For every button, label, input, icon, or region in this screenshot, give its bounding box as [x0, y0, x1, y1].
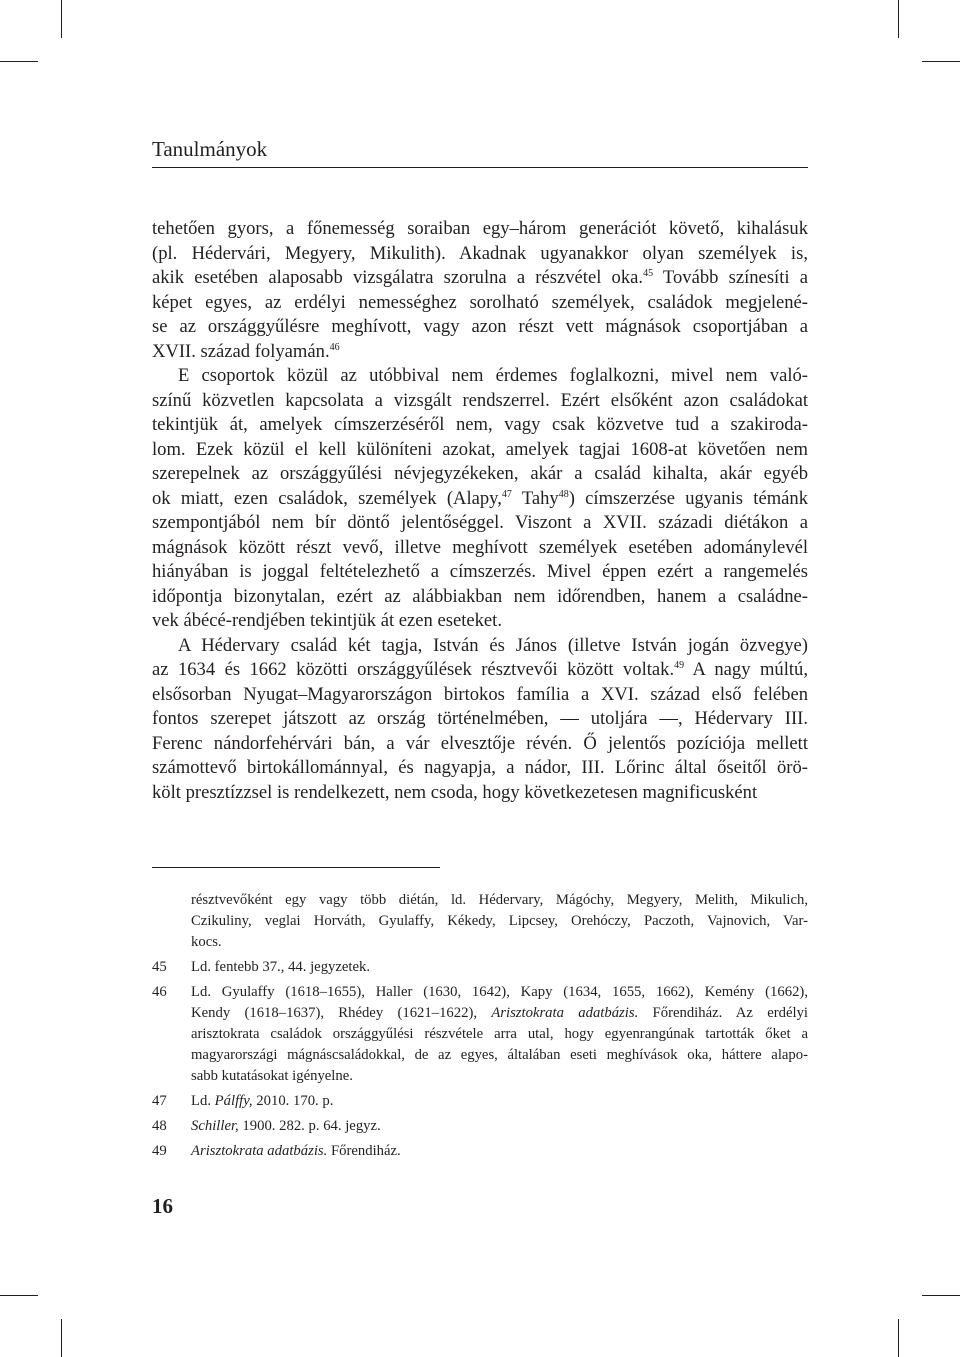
crop-mark — [922, 1295, 960, 1296]
footnote-line: Kendy (1618–1637), Rhédey (1621–1622), Arisztokrata adatbázis. Főrendiház. Az erdélyi — [191, 1005, 808, 1021]
running-head: Tanulmányok — [152, 137, 268, 161]
footnote-ref: 49 — [674, 660, 685, 671]
text-line: lom. Ezek közül el kell különíteni azokat, amelyek tagjai 1608-at követően nem — [152, 438, 808, 460]
paragraph — [152, 364, 808, 634]
footnote-text — [191, 1141, 808, 1162]
text-line: Ferenc nándorfehérvári bán, a vár elvesztője révén. Ő jelentős pozíciója mellett — [152, 732, 808, 754]
text-line: fontos szerepet játszott az ország történelmében, — utoljára —, Hédervary III. — [152, 708, 808, 729]
footnote-number: 45 — [152, 959, 167, 975]
text-line: XVII. század folyamán.$^{46}$ — [152, 340, 340, 362]
text-line: számottevő birtokállománnyal, és nagyapja, a nádor, III. Lőrinc által őseitől örö- — [152, 757, 808, 778]
footnote-rule — [152, 867, 440, 868]
text-line: tehetően gyors, a főnemesség soraiban egy–három generációt követő, kihalásuk — [152, 218, 808, 239]
text-line: költ presztízzsel is rendelkezett, nem csoda, hogy következetesen magnificusként — [152, 781, 758, 803]
footnote-number: 47 — [152, 1093, 167, 1109]
text-line: szerepelnek az országgyűlési névjegyzékeken, akár a család kihalta, akár egyéb — [152, 463, 808, 484]
footnote — [152, 1116, 808, 1137]
footnote-ref: 47 — [501, 488, 512, 500]
footnote-text — [191, 957, 808, 978]
footnote-line: Czikuliny, veglai Horváth, Gyulaffy, Kékedy, Lipcsey, Orehóczy, Paczoth, Vajnovich, Var- — [191, 913, 808, 929]
crop-mark — [898, 0, 899, 38]
footnote-number: 46 — [152, 984, 167, 1000]
footnote-ref: 46 — [329, 341, 340, 353]
footnote-number: 49 — [152, 1143, 167, 1159]
italic-citation: Arisztokrata adatbázis. — [491, 1005, 639, 1021]
italic-citation: Schiller, — [191, 1118, 239, 1134]
text-line: hiányában is joggal feltételezhető a címszerzés. Mivel éppen ezért a rangemelés — [152, 561, 808, 582]
crop-mark — [922, 61, 960, 62]
footnote-line: Ld. Pálffy, 2010. 170. p. — [191, 1093, 334, 1109]
crop-mark — [898, 1319, 899, 1357]
footnote-line: Ld. Gyulaffy (1618–1655), Haller (1630, 1642), Kapy (1634, 1655, 1662), Kemény (1662), — [191, 984, 808, 1000]
text-line: E csoportok közül az utóbbival nem érdemes foglalkozni, mivel nem való- — [178, 365, 808, 386]
header-rule — [152, 167, 808, 168]
paragraph — [152, 217, 808, 364]
footnote-ref: 45 — [643, 268, 654, 279]
text-line: se az országgyűlésre meghívott, vagy azon részt vett mágnások csoportjában a — [152, 316, 808, 337]
crop-mark — [61, 1319, 62, 1357]
crop-mark — [0, 1295, 38, 1296]
footnote-text — [191, 890, 808, 953]
text-line: színű közvetlen kapcsolata a vizsgált rendszerrel. Ezért elsőként azon családokat — [152, 389, 808, 411]
paragraph — [152, 634, 808, 806]
text-line: tekintjük át, amelyek címszerzéséről nem, vagy csak közvetve tud a szakiroda- — [152, 414, 808, 435]
footnote — [152, 957, 808, 978]
footnote-text — [191, 1091, 808, 1112]
text-line: képet egyes, az erdélyi nemességhez sorolható személyek, családok megjelené- — [152, 291, 808, 313]
footnote-number: 48 — [152, 1118, 167, 1134]
text-line: vek ábécé-rendjében tekintjük át ezen eseteket. — [152, 610, 502, 631]
footnote-line: sabb kutatásokat igényelne. — [191, 1068, 353, 1084]
footnote-line: arisztokrata családok országgyűlési részvétele arra utal, hogy egyenrangúnak tartották őket a — [191, 1026, 808, 1042]
crop-mark — [61, 0, 62, 38]
footnote — [152, 1091, 808, 1112]
text-line: (pl. Hédervári, Megyery, Mikulith). Akadnak ugyanakkor olyan személyek is, — [152, 242, 808, 264]
footnote — [152, 890, 808, 953]
page-number: 16 — [152, 1194, 173, 1218]
text-line: elsősorban Nyugat–Magyarországon birtokos família a XVI. század első felében — [152, 683, 808, 705]
footnotes — [152, 890, 808, 1162]
footnote-text — [191, 1116, 808, 1137]
text-line: mágnások között részt vevő, illetve meghívott személyek esetében adománylevél — [152, 536, 808, 558]
text-line: időpontja bizonytalan, ezért az alábbiakban nem időrendben, hanem a családne- — [152, 585, 808, 607]
footnote-text — [191, 982, 808, 1087]
footnote — [152, 982, 808, 1087]
footnote-line: résztvevőként egy vagy több diétán, ld. Hédervary, Mágóchy, Megyery, Melith, Mikulich, — [191, 892, 808, 908]
footnote-line: magyarországi mágnáscsaládokkal, de az egyes, általában eseti meghívások oka, háttere alapo- — [191, 1047, 808, 1063]
text-line: ok miatt, ezen családok, személyek (Alapy,$^{47}$ Tahy$^{48}$) címszerzése ugyanis témánk — [152, 487, 809, 509]
text-line: szempontjából nem bír döntő jelentőséggel. Viszont a XVII. századi diétákon a — [152, 512, 808, 533]
footnote-line: Schiller, 1900. 282. p. 64. jegyz. — [191, 1118, 381, 1134]
crop-mark — [0, 61, 38, 62]
text-line: A Hédervary család két tagja, István és János (illetve István jogán özvegye) — [178, 634, 808, 656]
text-line: az 1634 és 1662 közötti országgyűlések résztvevői között voltak.$^{49}$ A nagy múltú, — [152, 659, 808, 680]
footnote — [152, 1141, 808, 1162]
footnote-line: Arisztokrata adatbázis. Főrendiház. — [191, 1143, 401, 1159]
text-line: akik esetében alaposabb vizsgálatra szorulna a részvétel oka.$^{45}$ Tovább színesíti a — [152, 267, 808, 288]
italic-citation: Arisztokrata adatbázis. — [191, 1143, 328, 1159]
footnote-line: kocs. — [191, 934, 222, 950]
footnote-ref: 48 — [558, 488, 569, 500]
footnote-line: Ld. fentebb 37., 44. jegyzetek. — [191, 959, 371, 975]
body-text — [152, 217, 808, 805]
italic-citation: Pálffy, — [214, 1093, 253, 1109]
